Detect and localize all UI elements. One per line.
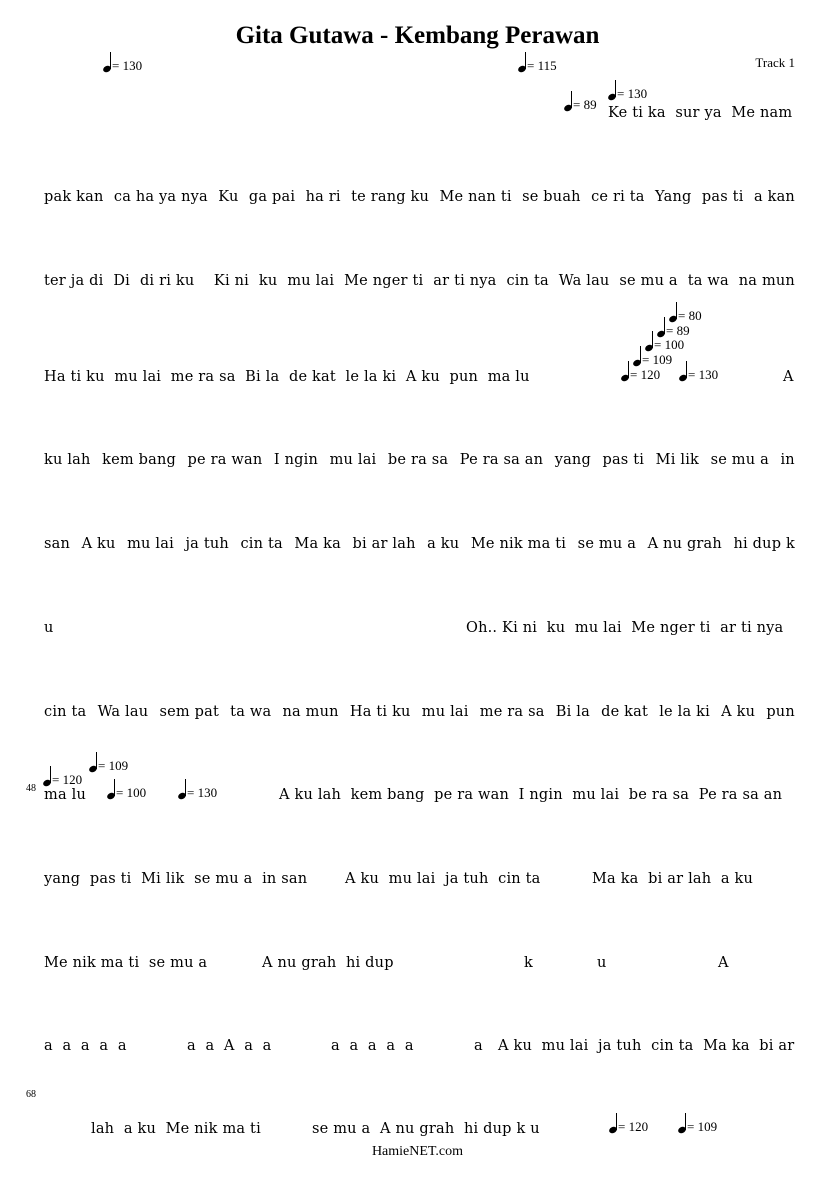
tempo-prefix: = bbox=[112, 58, 123, 73]
lyric-word: Wa lau bbox=[558, 273, 610, 289]
tempo-value: 130 bbox=[197, 785, 218, 800]
lyric-word: pas ti bbox=[602, 452, 645, 468]
page-title: Gita Gutawa - Kembang Perawan bbox=[235, 22, 600, 49]
lyric-word: u bbox=[44, 620, 54, 636]
tempo-value: 120 bbox=[628, 1119, 649, 1134]
tempo-prefix: = bbox=[618, 1119, 629, 1134]
lyric-word: sem pat bbox=[159, 704, 219, 720]
lyric-line: a a A a a bbox=[187, 1038, 272, 1054]
lyric-word: ha ri bbox=[305, 189, 341, 205]
lyric-word: A bbox=[783, 369, 794, 385]
lyric-line: A nu grah hi dup bbox=[262, 955, 394, 971]
lyric-word: Pe ra sa an bbox=[459, 452, 544, 468]
tempo-prefix: = bbox=[52, 772, 63, 787]
lyric-word: san bbox=[44, 536, 71, 552]
lyric-word: ku bbox=[258, 273, 278, 289]
quarter-note-icon bbox=[609, 1113, 618, 1133]
tempo-prefix: = bbox=[642, 352, 653, 367]
lyric-word: mu lai bbox=[127, 536, 174, 552]
lyric-word: A bbox=[718, 955, 729, 971]
lyric-word: di ri ku bbox=[139, 273, 195, 289]
lyric-word: I ngin bbox=[273, 452, 319, 468]
tempo-marking bbox=[679, 361, 718, 381]
quarter-note-icon bbox=[518, 52, 527, 72]
lyric-word: ta wa bbox=[687, 273, 729, 289]
lyric-line: A ku mu lai ja tuh cin ta bbox=[345, 871, 541, 887]
lyric-word: u bbox=[597, 955, 607, 971]
measure-number: 48 bbox=[26, 783, 36, 794]
quarter-note-icon bbox=[621, 361, 630, 381]
tempo-value: 109 bbox=[697, 1119, 718, 1134]
tempo-prefix: = bbox=[654, 337, 665, 352]
tempo-marking bbox=[107, 779, 146, 799]
lyric-word: Ki ni bbox=[204, 273, 249, 289]
lyric-word: mu lai bbox=[421, 704, 469, 720]
lyric-word: ja tuh bbox=[185, 536, 229, 552]
lyric-word: a kan bbox=[753, 189, 795, 205]
lyric-line bbox=[44, 189, 795, 205]
tempo-value: 109 bbox=[652, 352, 673, 367]
lyric-word: le la ki bbox=[659, 704, 710, 720]
tempo-marking bbox=[178, 779, 217, 799]
lyric-word: a bbox=[474, 1038, 483, 1054]
tempo-prefix: = bbox=[573, 97, 584, 112]
quarter-note-icon bbox=[43, 766, 52, 786]
lyric-word: yang bbox=[554, 452, 591, 468]
tempo-prefix: = bbox=[666, 323, 677, 338]
tempo-prefix: = bbox=[678, 308, 689, 323]
quarter-note-icon bbox=[564, 91, 573, 111]
lyric-word: ar ti nya bbox=[433, 273, 497, 289]
lyric-word: Mi lik bbox=[655, 452, 700, 468]
tempo-marking bbox=[518, 52, 557, 72]
tempo-marking bbox=[608, 80, 647, 100]
lyric-word: na mun bbox=[282, 704, 339, 720]
quarter-note-icon bbox=[89, 752, 98, 772]
lyric-word: Ma ka bbox=[294, 536, 341, 552]
lyric-line: lah a ku Me nik ma ti bbox=[91, 1121, 261, 1137]
tempo-prefix: = bbox=[630, 367, 641, 382]
lyric-word: ma lu bbox=[44, 787, 86, 803]
lyric-word: in bbox=[780, 452, 795, 468]
lyric-word: Bi la bbox=[555, 704, 590, 720]
lyric-word: Di bbox=[113, 273, 131, 289]
lyric-word: Yang bbox=[655, 189, 692, 205]
lyric-word: se mu a bbox=[577, 536, 637, 552]
lyric-line bbox=[44, 273, 795, 289]
lyric-line: se mu a A nu grah hi dup k u bbox=[312, 1121, 540, 1137]
lyric-line: Ke ti ka sur ya Me nam bbox=[608, 105, 793, 121]
tempo-prefix: = bbox=[116, 785, 127, 800]
lyric-word: pas ti bbox=[701, 189, 744, 205]
lyric-word: se buah bbox=[522, 189, 581, 205]
tempo-value: 100 bbox=[126, 785, 147, 800]
tempo-value: 89 bbox=[676, 323, 690, 338]
measure-number: 68 bbox=[26, 1089, 36, 1100]
tempo-value: 130 bbox=[122, 58, 143, 73]
lyric-word: A nu grah bbox=[647, 536, 722, 552]
quarter-note-icon bbox=[679, 361, 688, 381]
lyric-word: ga pai bbox=[248, 189, 296, 205]
lyric-word: na mun bbox=[738, 273, 795, 289]
quarter-note-icon bbox=[608, 80, 617, 100]
lyric-word: A ku bbox=[81, 536, 116, 552]
lyric-line: yang pas ti Mi lik se mu a in san bbox=[44, 871, 308, 887]
tempo-marking bbox=[89, 752, 128, 772]
lyric-word: se mu a bbox=[619, 273, 678, 289]
quarter-note-icon bbox=[107, 779, 116, 799]
tempo-value: 130 bbox=[627, 86, 648, 101]
lyric-line: Oh.. Ki ni ku mu lai Me nger ti ar ti nya bbox=[466, 620, 784, 636]
lyric-word: k bbox=[524, 955, 533, 971]
lyric-line bbox=[44, 536, 795, 552]
lyric-word: hi dup k bbox=[733, 536, 795, 552]
tempo-value: 120 bbox=[62, 772, 83, 787]
tempo-marking bbox=[43, 766, 82, 786]
tempo-prefix: = bbox=[687, 1119, 698, 1134]
lyric-word: ter ja di bbox=[44, 273, 104, 289]
lyric-word: pak kan bbox=[44, 189, 104, 205]
lyric-word: ku lah bbox=[44, 452, 91, 468]
tempo-marking bbox=[621, 361, 660, 381]
quarter-note-icon bbox=[103, 52, 112, 72]
lyric-line bbox=[44, 452, 795, 468]
tempo-value: 130 bbox=[698, 367, 719, 382]
lyric-word: be ra sa bbox=[387, 452, 449, 468]
lyric-word: Ha ti ku bbox=[349, 704, 411, 720]
tempo-value: 100 bbox=[664, 337, 685, 352]
lyric-word: Wa lau bbox=[97, 704, 149, 720]
tempo-marking bbox=[678, 1113, 717, 1133]
lyric-word: ta wa bbox=[230, 704, 272, 720]
lyric-word: cin ta bbox=[240, 536, 283, 552]
quarter-note-icon bbox=[678, 1113, 687, 1133]
lyric-word: Ku bbox=[218, 189, 239, 205]
lyric-word: bi ar lah bbox=[352, 536, 416, 552]
tempo-value: 115 bbox=[537, 58, 557, 73]
lyric-line: a a a a a bbox=[331, 1038, 414, 1054]
lyric-line: A ku lah kem bang pe ra wan I ngin mu lai be ra sa Pe ra sa an bbox=[279, 787, 783, 803]
lyric-word: A ku bbox=[721, 704, 756, 720]
tempo-marking bbox=[564, 91, 597, 111]
tempo-prefix: = bbox=[98, 758, 109, 773]
lyric-word: Me nger ti bbox=[344, 273, 424, 289]
lyric-word: ca ha ya nya bbox=[113, 189, 208, 205]
tempo-marking bbox=[103, 52, 142, 72]
lyric-line bbox=[44, 704, 795, 720]
footer-credit: HamieNET.com bbox=[371, 1144, 464, 1159]
tempo-value: 89 bbox=[583, 97, 597, 112]
lyric-word: Me nan ti bbox=[439, 189, 512, 205]
lyric-word: a ku bbox=[427, 536, 460, 552]
lyric-line: Me nik ma ti se mu a bbox=[44, 955, 208, 971]
lyric-line: a a a a a bbox=[44, 1038, 127, 1054]
tempo-prefix: = bbox=[187, 785, 198, 800]
tempo-prefix: = bbox=[527, 58, 538, 73]
lyric-word: de kat bbox=[601, 704, 649, 720]
lyric-word: cin ta bbox=[506, 273, 549, 289]
lyric-line: A ku mu lai ja tuh cin ta Ma ka bi ar bbox=[498, 1038, 795, 1054]
tempo-value: 109 bbox=[108, 758, 129, 773]
lyric-word: te rang ku bbox=[351, 189, 430, 205]
quarter-note-icon bbox=[178, 779, 187, 799]
lyric-line: Ma ka bi ar lah a ku bbox=[592, 871, 754, 887]
lyric-word: me ra sa bbox=[479, 704, 545, 720]
lyric-word: pun bbox=[766, 704, 795, 720]
track-label: Track 1 bbox=[755, 55, 795, 70]
lyric-word: cin ta bbox=[44, 704, 87, 720]
lyric-word: mu lai bbox=[287, 273, 335, 289]
tempo-value: 120 bbox=[640, 367, 661, 382]
tempo-value: 80 bbox=[688, 308, 702, 323]
lyric-word: se mu a bbox=[710, 452, 769, 468]
lyric-word: mu lai bbox=[329, 452, 377, 468]
lyric-word: ce ri ta bbox=[591, 189, 645, 205]
lyric-line: Ha ti ku mu lai me ra sa Bi la de kat le la ki A ku pun ma lu bbox=[44, 369, 530, 385]
lyric-word: kem bang bbox=[102, 452, 176, 468]
tempo-marking bbox=[609, 1113, 648, 1133]
lyric-word: pe ra wan bbox=[187, 452, 263, 468]
tempo-prefix: = bbox=[617, 86, 628, 101]
lyric-word: Me nik ma ti bbox=[470, 536, 567, 552]
tempo-prefix: = bbox=[688, 367, 699, 382]
